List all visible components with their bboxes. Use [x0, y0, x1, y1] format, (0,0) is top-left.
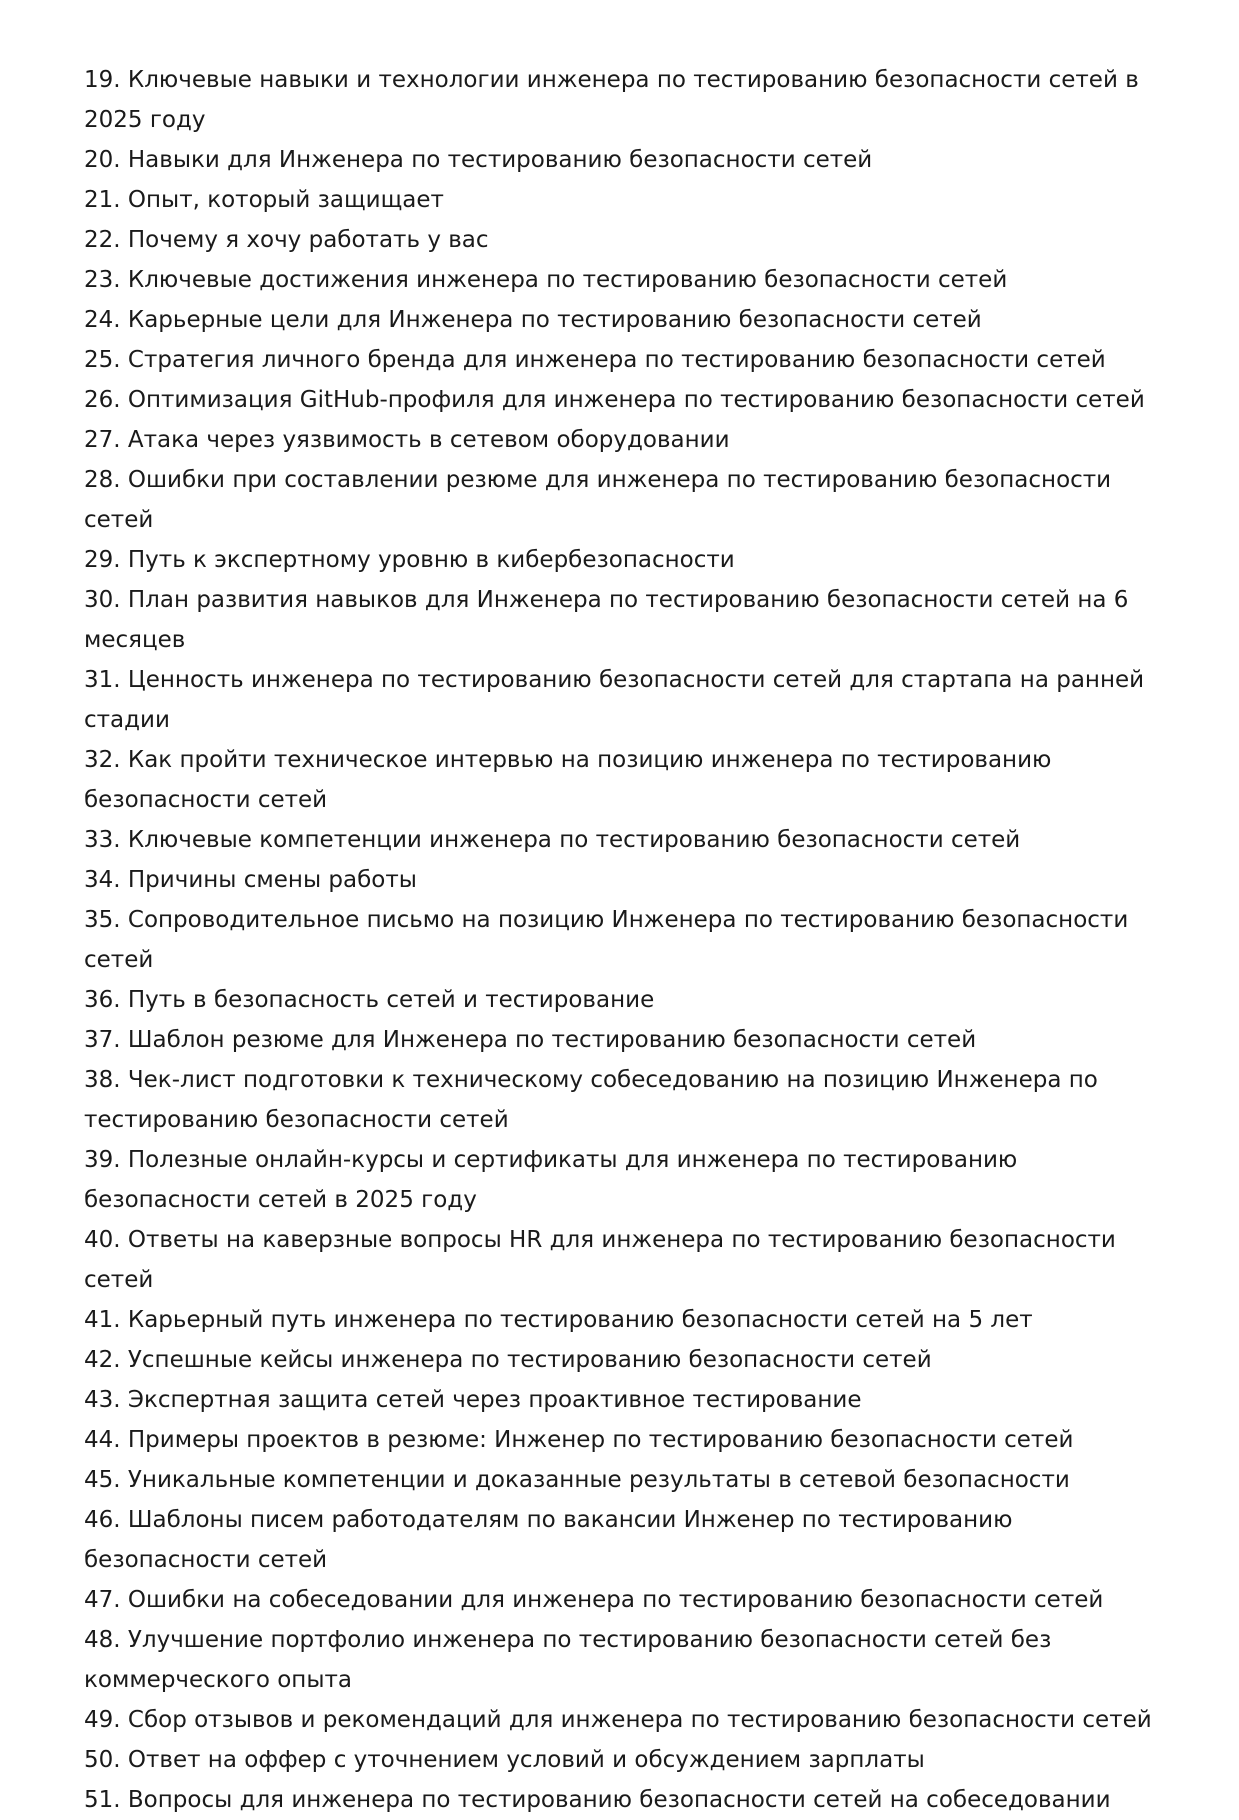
toc-item-47: 47. Ошибки на собеседовании для инженера по тестированию безопасности сетей	[84, 1587, 1104, 1613]
toc-item-48: 48. Улучшение портфолио инженера по тестированию безопасности сетей без коммерческого опыта	[84, 1627, 1052, 1693]
toc-item-41: 41. Карьерный путь инженера по тестированию безопасности сетей на 5 лет	[84, 1307, 1033, 1333]
toc-item-34: 34. Причины смены работы	[84, 867, 417, 893]
toc-item-33: 33. Ключевые компетенции инженера по тестированию безопасности сетей	[84, 827, 1021, 853]
toc-item-36: 36. Путь в безопасность сетей и тестирование	[84, 987, 655, 1013]
toc-item-45: 45. Уникальные компетенции и доказанные результаты в сетевой безопасности	[84, 1467, 1070, 1493]
toc-item-35: 35. Сопроводительное письмо на позицию Инженера по тестированию безопасности сетей	[84, 907, 1129, 973]
toc-item-31: 31. Ценность инженера по тестированию безопасности сетей для стартапа на ранней стадии	[84, 667, 1145, 733]
toc-list	[84, 60, 1174, 1820]
toc-item-19: 19. Ключевые навыки и технологии инженера по тестированию безопасности сетей в 2025 году	[84, 67, 1139, 133]
toc-item-51: 51. Вопросы для инженера по тестированию безопасности сетей на собеседовании	[84, 1787, 1111, 1813]
toc-item-40: 40. Ответы на каверзные вопросы HR для инженера по тестированию безопасности сетей	[84, 1227, 1116, 1293]
toc-item-32: 32. Как пройти техническое интервью на позицию инженера по тестированию безопасности сетей	[84, 747, 1052, 813]
toc-item-20: 20. Навыки для Инженера по тестированию безопасности сетей	[84, 147, 873, 173]
toc-item-22: 22. Почему я хочу работать у вас	[84, 227, 489, 253]
toc-item-23: 23. Ключевые достижения инженера по тестированию безопасности сетей	[84, 267, 1008, 293]
toc-item-29: 29. Путь к экспертному уровню в кибербезопасности	[84, 547, 735, 573]
toc-item-37: 37. Шаблон резюме для Инженера по тестированию безопасности сетей	[84, 1027, 977, 1053]
toc-item-39: 39. Полезные онлайн-курсы и сертификаты для инженера по тестированию безопасности сетей в 2025 году	[84, 1147, 1018, 1213]
toc-item-28: 28. Ошибки при составлении резюме для инженера по тестированию безопасности сетей	[84, 467, 1112, 533]
toc-item-49: 49. Сбор отзывов и рекомендаций для инженера по тестированию безопасности сетей	[84, 1707, 1152, 1733]
toc-item-44: 44. Примеры проектов в резюме: Инженер по тестированию безопасности сетей	[84, 1427, 1074, 1453]
toc-item-30: 30. План развития навыков для Инженера по тестированию безопасности сетей на 6 месяцев	[84, 587, 1129, 653]
toc-item-21: 21. Опыт, который защищает	[84, 187, 444, 213]
toc-item-25: 25. Стратегия личного бренда для инженера по тестированию безопасности сетей	[84, 347, 1106, 373]
toc-item-38: 38. Чек-лист подготовки к техническому собеседованию на позицию Инженера по тестированию безопасности сетей	[84, 1067, 1098, 1133]
toc-item-43: 43. Экспертная защита сетей через проактивное тестирование	[84, 1387, 862, 1413]
toc-item-27: 27. Атака через уязвимость в сетевом оборудовании	[84, 427, 730, 453]
toc-item-42: 42. Успешные кейсы инженера по тестированию безопасности сетей	[84, 1347, 932, 1373]
toc-item-46: 46. Шаблоны писем работодателям по вакансии Инженер по тестированию безопасности сетей	[84, 1507, 1013, 1573]
toc-item-50: 50. Ответ на оффер с уточнением условий и обсуждением зарплаты	[84, 1747, 925, 1773]
toc-item-26: 26. Оптимизация GitHub-профиля для инженера по тестированию безопасности сетей	[84, 387, 1145, 413]
toc-item-24: 24. Карьерные цели для Инженера по тестированию безопасности сетей	[84, 307, 982, 333]
